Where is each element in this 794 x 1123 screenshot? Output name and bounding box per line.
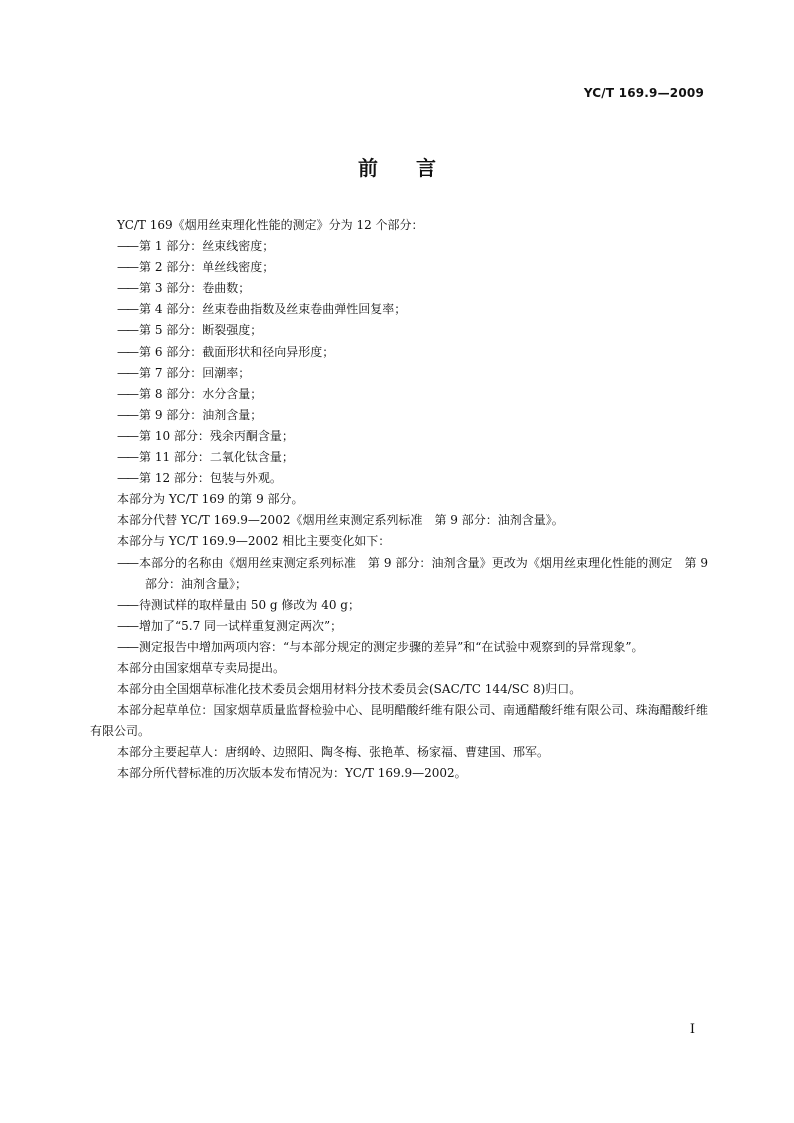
foreword-body bbox=[90, 215, 708, 785]
part-list-item-11: —— 第 11 部分：二氧化钛含量； bbox=[90, 447, 708, 468]
part-list-item-2: —— 第 2 部分：单丝线密度； bbox=[90, 257, 708, 278]
part-list-item-3: —— 第 3 部分：卷曲数； bbox=[90, 278, 708, 299]
change-item-4: —— 测定报告中增加两项内容：“与本部分规定的测定步骤的差异”和“在试验中观察到的异常现象”。 bbox=[90, 637, 708, 658]
part-list-item-9: —— 第 9 部分：油剂含量； bbox=[90, 405, 708, 426]
part-list-item-12: —— 第 12 部分：包装与外观。 bbox=[90, 468, 708, 489]
part-list-item-10: —— 第 10 部分：残余丙酮含量； bbox=[90, 426, 708, 447]
proposed-by-paragraph: 本部分由国家烟草专卖局提出。 bbox=[117, 660, 286, 675]
part-list-item-6: —— 第 6 部分：截面形状和径向异形度； bbox=[90, 342, 708, 363]
administered-by-paragraph: 本部分由全国烟草标准化技术委员会烟用材料分技术委员会(SAC/TC 144/SC 8)归口。 bbox=[117, 682, 582, 697]
change-item-2: —— 待测试样的取样量由 50 g 修改为 40 g； bbox=[90, 595, 708, 616]
page-title bbox=[0, 152, 794, 181]
replaces-paragraph: 本部分代替 YC/T 169.9—2002《烟用丝束测定系列标准 第 9 部分：油剂含量》。 bbox=[117, 513, 564, 528]
part-list-item-8: —— 第 8 部分：水分含量； bbox=[90, 384, 708, 405]
this-part-paragraph: 本部分为 YC/T 169 的第 9 部分。 bbox=[117, 492, 304, 507]
change-item-3: —— 增加了“5.7 同一试样重复测定两次”； bbox=[90, 616, 708, 637]
changes-intro-paragraph: 本部分与 YC/T 169.9—2002 相比主要变化如下： bbox=[117, 534, 391, 549]
part-list-item-4: —— 第 4 部分：丝束卷曲指数及丝束卷曲弹性回复率； bbox=[90, 299, 708, 320]
part-list-item-1: —— 第 1 部分：丝束线密度； bbox=[90, 236, 708, 257]
history-paragraph: 本部分所代替标准的历次版本发布情况为：YC/T 169.9—2002。 bbox=[117, 766, 467, 781]
part-list-item-7: —— 第 7 部分：回潮率； bbox=[90, 363, 708, 384]
drafting-units-paragraph: 本部分起草单位：国家烟草质量监督检验中心、昆明醋酸纤维有限公司、南通醋酸纤维有限公司、珠海醋酸纤维有限公司。 bbox=[90, 703, 708, 739]
intro-paragraph: YC/T 169《烟用丝束理化性能的测定》分为 12 个部分： bbox=[117, 218, 424, 232]
part-list-item-5: —— 第 5 部分：断裂强度； bbox=[90, 320, 708, 341]
page-title-part2: 言 bbox=[416, 156, 436, 180]
change-item-1: —— 本部分的名称由《烟用丝束测定系列标准 第 9 部分：油剂含量》更改为《烟用丝束理化性能的测定 第 9 部分：油剂含量》； bbox=[90, 553, 708, 595]
page-number: I bbox=[689, 1022, 695, 1037]
drafters-paragraph: 本部分主要起草人：唐纲岭、边照阳、陶冬梅、张艳革、杨家福、曹建国、邢军。 bbox=[117, 745, 550, 760]
page-title-part1: 前 bbox=[358, 156, 378, 180]
standard-code: YC/T 169.9—2009 bbox=[583, 86, 704, 100]
